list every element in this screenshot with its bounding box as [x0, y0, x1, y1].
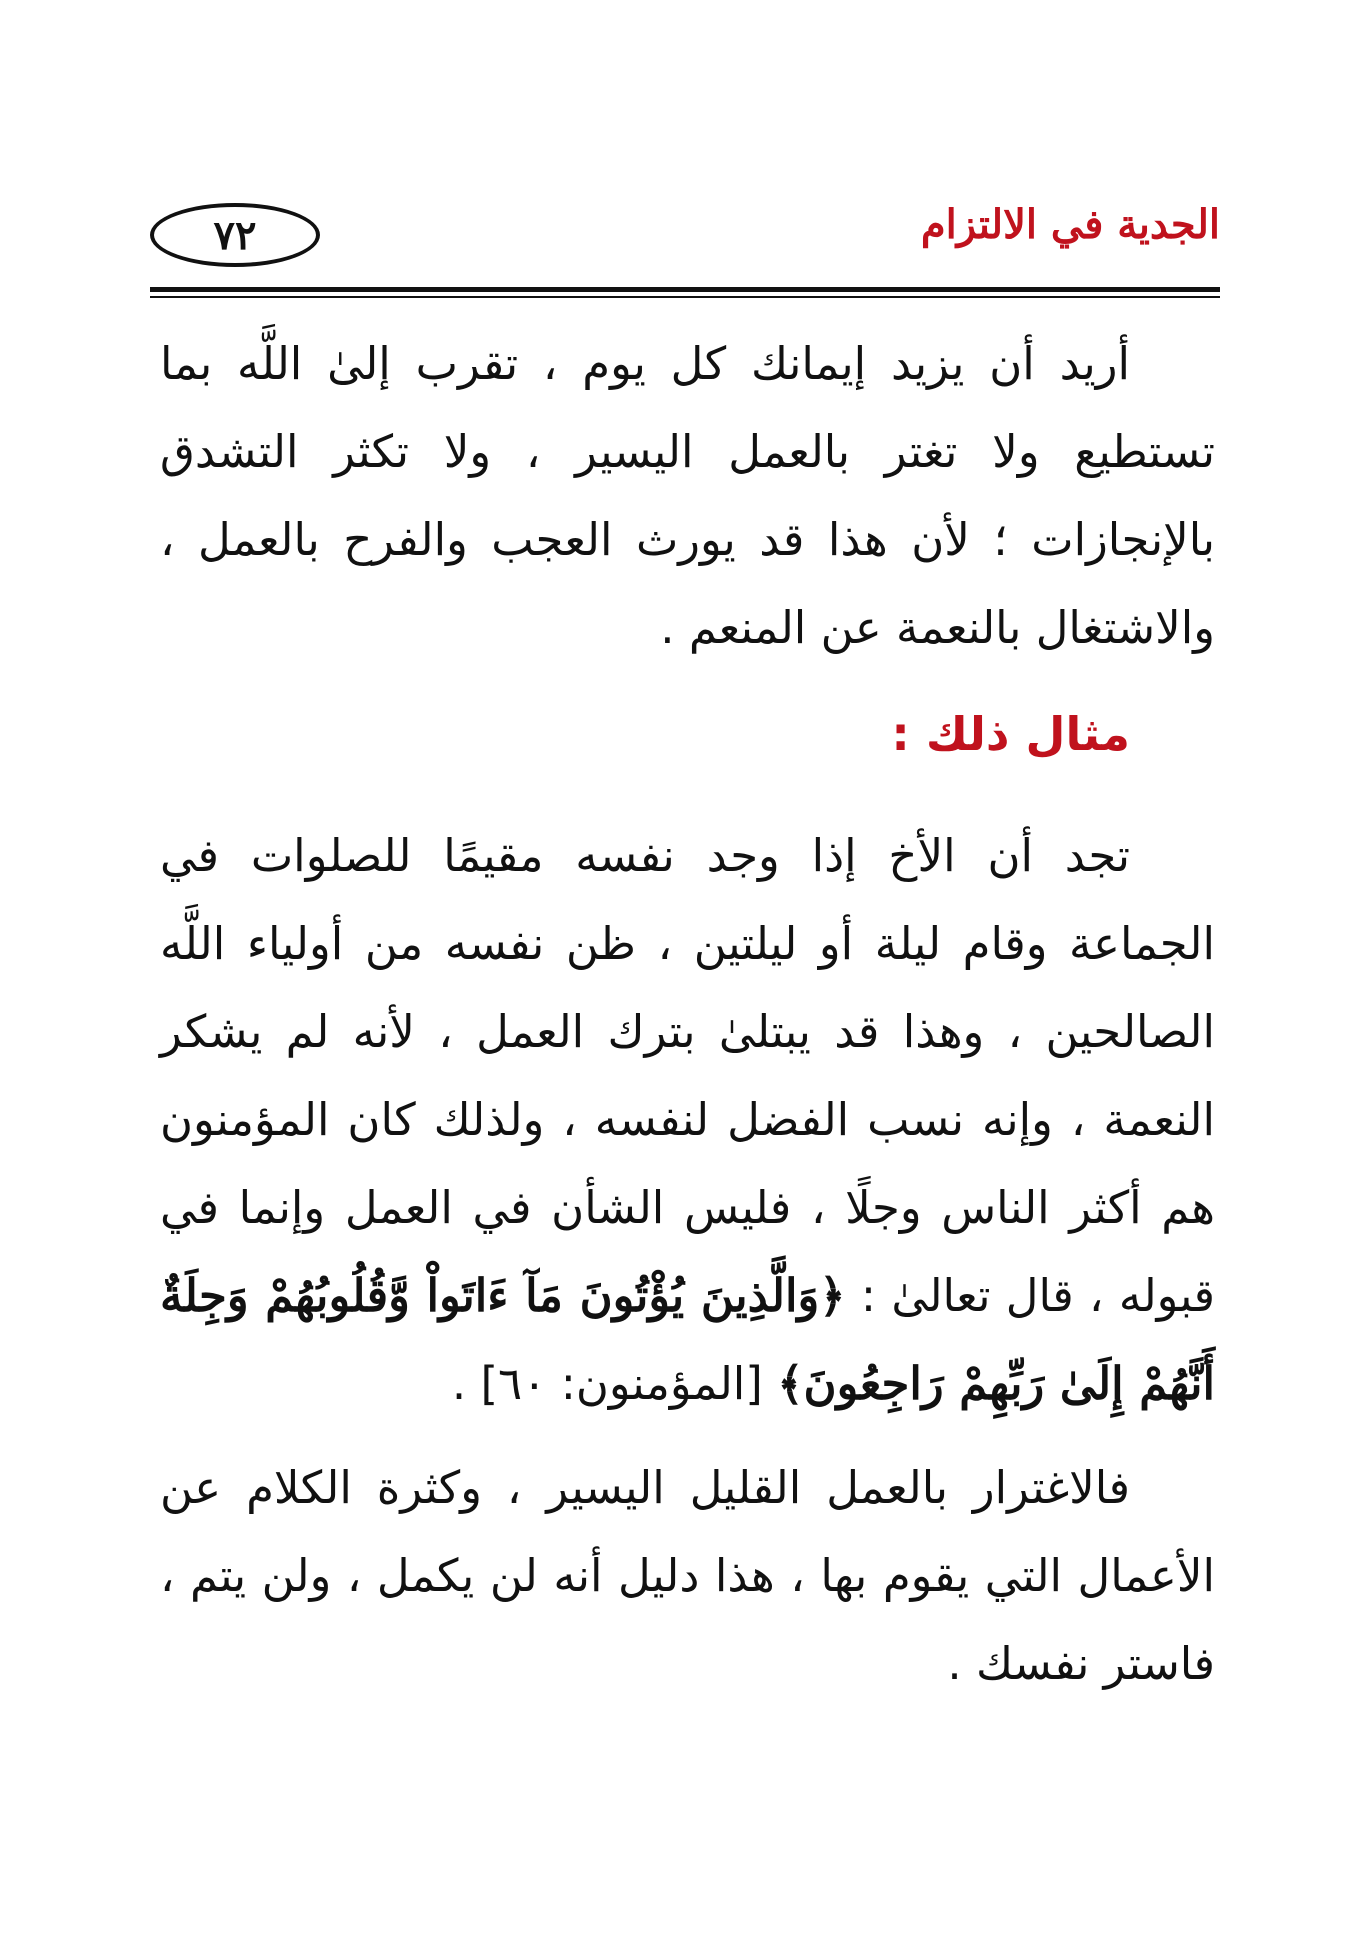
page-number: ٧٢: [150, 203, 320, 267]
header-rule-thick: [150, 287, 1220, 292]
paragraph-3: فالاغترار بالعمل القليل اليسير ، وكثرة الكلام عن الأعمال التي يقوم بها ، هذا دليل أنه لن يكمل ، ولن يتم ، فاستر نفسك .: [160, 1461, 1215, 1690]
header-rule-thin: [150, 296, 1220, 298]
paragraph-gap: [160, 1434, 1215, 1444]
section-heading: مثال ذلك :: [891, 707, 1130, 761]
running-title: الجدية في الالتزام: [920, 201, 1220, 248]
paragraph-2-text: تجد أن الأخ إذا وجد نفسه مقيمًا للصلوات في الجماعة وقام ليلة أو ليلتين ، ظن نفسه من أولياء اللَّه الصالحين ، وهذا قد يبتلىٰ بترك العمل ، لأنه لم يشكر النعمة ، وإنه نسب الفضل لنفسه ، ولذلك كان المؤمنون هم أكثر الناس وجلًا ، فليس الشأن في العمل وإنما في قبوله ، قال تعالىٰ :: [160, 829, 1216, 1322]
quran-reference: [المؤمنون: ٦٠] .: [451, 1357, 763, 1410]
paragraph-1: أريد أن يزيد إيمانك كل يوم ، تقرب إلىٰ اللَّه بما تستطيع ولا تغتر بالعمل اليسير ، ولا تكثر التشدق بالإنجازات ؛ لأن هذا قد يورث العجب والفرح بالعمل ، والاشتغال بالنعمة عن المنعم .: [160, 337, 1215, 654]
paragraph-2: [160, 812, 1215, 1428]
page-body: [160, 320, 1215, 1714]
quran-verse: ﴿وَالَّذِينَ يُؤْتُونَ مَآ ءَاتَواْ وَّقُلُوبُهُمْ وَجِلَةٌ أَنَّهُمْ إِلَىٰ رَبِّهِمْ رَاجِعُونَ﴾: [160, 1269, 1215, 1410]
page-header: [150, 195, 1220, 275]
